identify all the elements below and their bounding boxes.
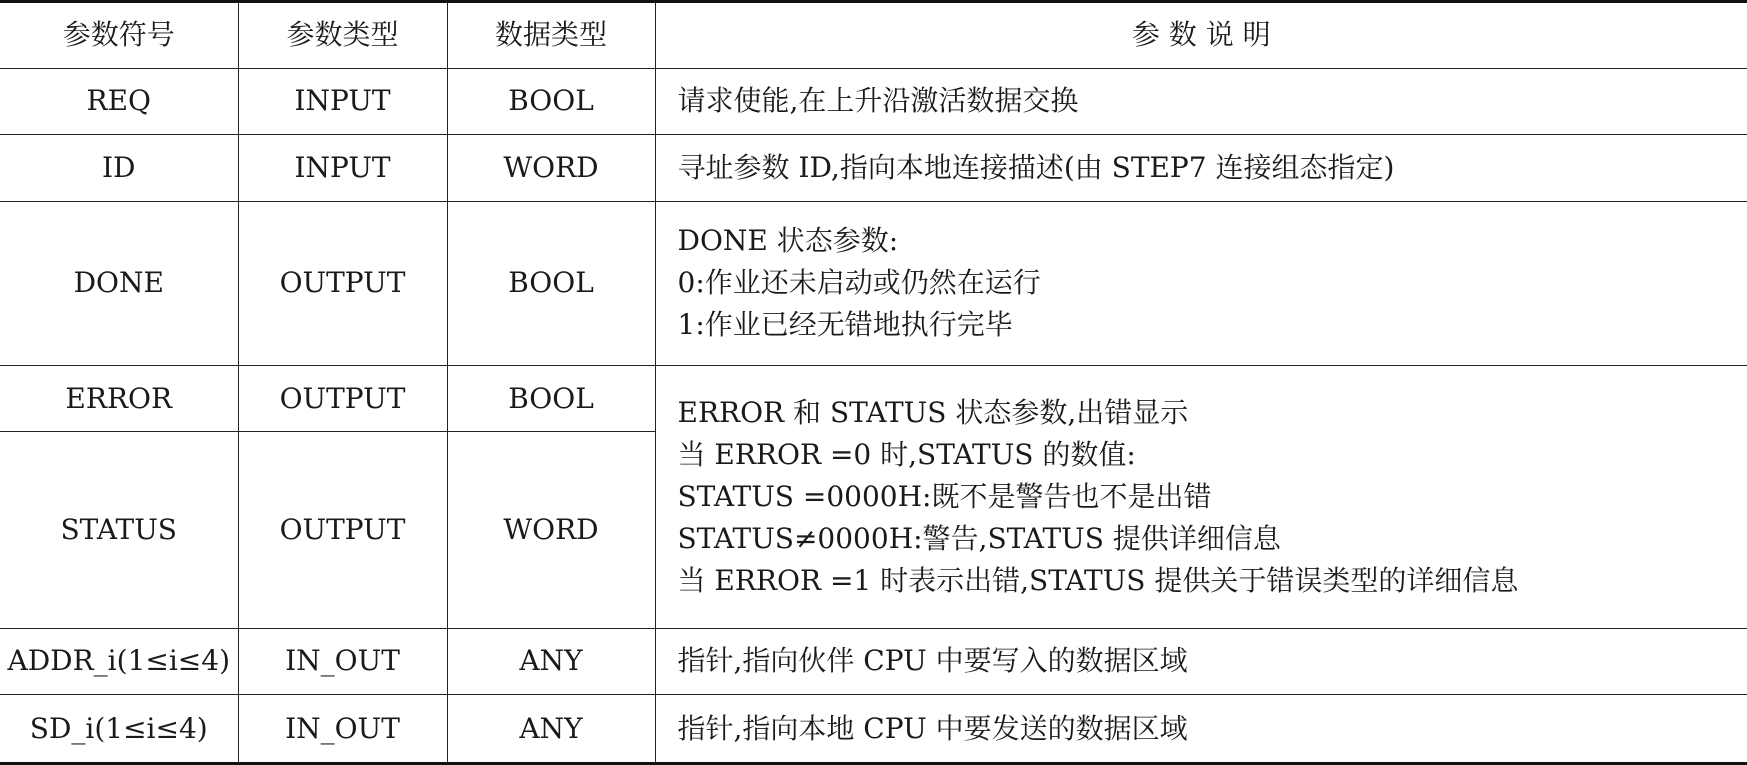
cell-symbol: ADDR_i(1≤i≤4)	[0, 628, 238, 695]
cell-data-type: BOOL	[447, 68, 655, 135]
description-line: 当 ERROR =0 时,STATUS 的数值:	[677, 437, 1136, 471]
cell-param-type: INPUT	[238, 68, 447, 135]
cell-description: 请求使能,在上升沿激活数据交换	[655, 68, 1747, 135]
cell-symbol: SD_i(1≤i≤4)	[0, 695, 238, 764]
cell-data-type: WORD	[447, 432, 655, 628]
cell-param-type: OUTPUT	[238, 365, 447, 432]
cell-symbol: DONE	[0, 201, 238, 365]
cell-description: 指针,指向伙伴 CPU 中要写入的数据区域	[655, 628, 1747, 695]
cell-data-type: ANY	[447, 628, 655, 695]
description-line: DONE 状态参数:	[677, 224, 899, 258]
cell-description: 指针,指向本地 CPU 中要发送的数据区域	[655, 695, 1747, 764]
description-line: ERROR 和 STATUS 状态参数,出错显示	[677, 395, 1189, 429]
description-line: 0:作业还未启动或仍然在运行	[677, 266, 1041, 300]
header-description: 参 数 说 明	[655, 2, 1747, 69]
table-row-sd	[0, 695, 1747, 764]
header-param-type: 参数类型	[238, 2, 447, 69]
table-row-req	[0, 68, 1747, 135]
header-symbol: 参数符号	[0, 2, 238, 69]
description-line: 当 ERROR =1 时表示出错,STATUS 提供关于错误类型的详细信息	[677, 563, 1519, 597]
cell-param-type: OUTPUT	[238, 201, 447, 365]
cell-data-type: WORD	[447, 135, 655, 202]
cell-data-type: BOOL	[447, 365, 655, 432]
cell-param-type: INPUT	[238, 135, 447, 202]
description-line: 1:作业已经无错地执行完毕	[677, 308, 1013, 342]
description-line: STATUS≠0000H:警告,STATUS 提供详细信息	[677, 521, 1281, 555]
cell-description: 寻址参数 ID,指向本地连接描述(由 STEP7 连接组态指定)	[655, 135, 1747, 202]
description-line: STATUS =0000H:既不是警告也不是出错	[677, 479, 1212, 513]
header-row	[0, 2, 1747, 69]
table-row-id	[0, 135, 1747, 202]
table-row-error	[0, 365, 1747, 432]
cell-param-type: IN_OUT	[238, 695, 447, 764]
cell-param-type: OUTPUT	[238, 432, 447, 628]
cell-symbol: ID	[0, 135, 238, 202]
cell-data-type: ANY	[447, 695, 655, 764]
cell-symbol: REQ	[0, 68, 238, 135]
cell-error-status-description	[655, 365, 1747, 628]
table-row-addr	[0, 628, 1747, 695]
cell-symbol: STATUS	[0, 432, 238, 628]
cell-symbol: ERROR	[0, 365, 238, 432]
cell-description	[655, 201, 1747, 365]
cell-param-type: IN_OUT	[238, 628, 447, 695]
table-row-done	[0, 201, 1747, 365]
cell-data-type: BOOL	[447, 201, 655, 365]
header-data-type: 数据类型	[447, 2, 655, 69]
